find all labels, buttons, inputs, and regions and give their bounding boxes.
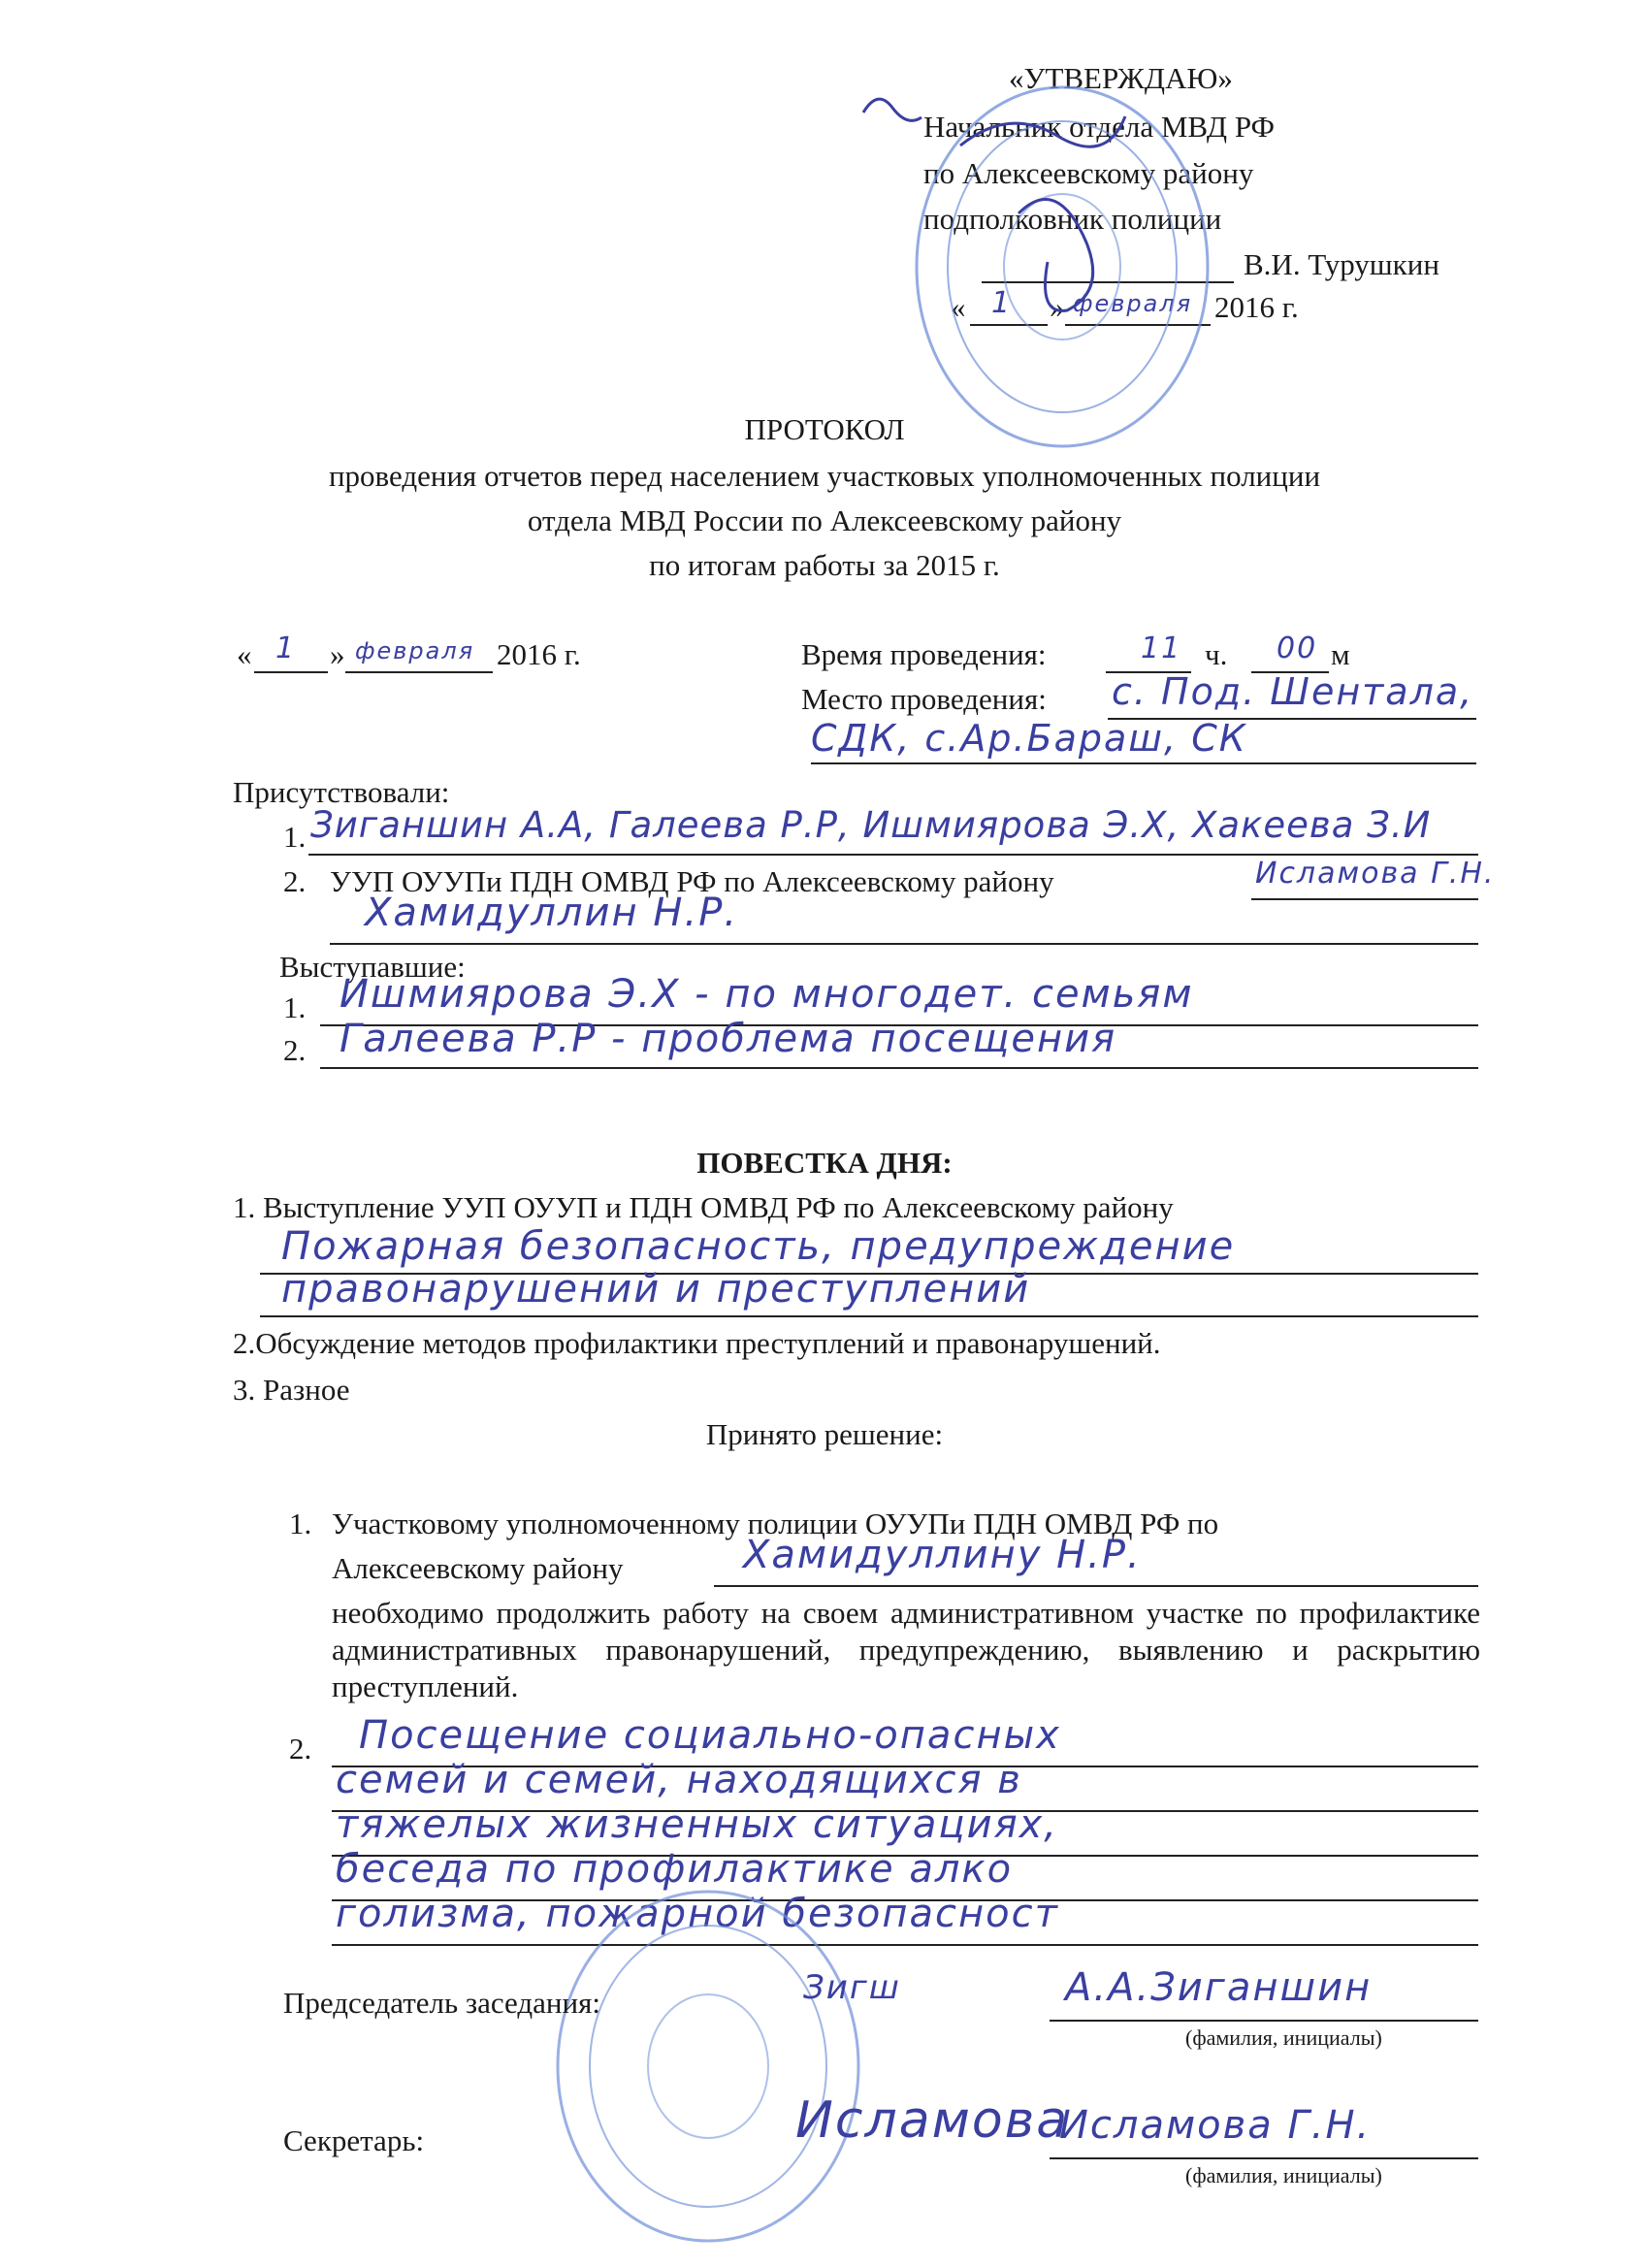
chair-name: А.А.Зиганшин bbox=[1065, 1965, 1373, 2010]
decision-item-2-num: 2. bbox=[289, 1732, 312, 1766]
protocol-title: ПРОТОКОЛ bbox=[744, 412, 905, 446]
attendee-1-num: 1. bbox=[283, 820, 307, 854]
approval-date-year: 2016 г. bbox=[1214, 290, 1299, 324]
place-hw-2: СДК, с.Ар.Бараш, СК bbox=[811, 717, 1247, 760]
meeting-date-month: февраля bbox=[355, 637, 475, 664]
approval-position-line3: подполковник полиции bbox=[923, 202, 1222, 236]
protocol-subtitle-1: проведения отчетов перед населением участковых уполномоченных полиции bbox=[328, 459, 1321, 493]
agenda-item-3: 3. Разное bbox=[233, 1373, 350, 1407]
attendee-2-line-b bbox=[330, 943, 1478, 945]
approval-date-mid: » bbox=[1050, 290, 1065, 324]
decision-item-2-hw-3: тяжелых жизненных ситуациях, bbox=[336, 1802, 1059, 1847]
agenda-item-1-hw-2: правонарушений и преступлений bbox=[281, 1267, 1031, 1312]
attendee-1-line bbox=[308, 854, 1478, 856]
approval-name: В.И. Турушкин bbox=[1244, 247, 1439, 281]
time-label: Время проведения: bbox=[801, 637, 1047, 671]
stamp-center-ring bbox=[648, 1994, 768, 2138]
secretary-signature: Исламова bbox=[795, 2091, 1070, 2150]
stamp-inner-ring bbox=[590, 1926, 826, 2207]
attendee-2-text: УУП ОУУПи ПДН ОМВД РФ по Алексеевскому району bbox=[330, 864, 1054, 898]
decision-item-2-hw-1: Посещение социально-опасных bbox=[359, 1713, 1061, 1758]
approval-margin-mark bbox=[854, 83, 931, 142]
agenda-item-1-line-b bbox=[260, 1315, 1478, 1317]
speaker-1-hw: Ишмиярова Э.Х - по многодет. семьям bbox=[340, 972, 1194, 1017]
time-minutes: 00 bbox=[1277, 632, 1318, 665]
stamp-outer-ring bbox=[558, 1892, 858, 2241]
stamp-outer-ring bbox=[917, 87, 1208, 446]
agenda-item-2: 2.Обсуждение методов профилактики преступлений и правонарушений. bbox=[233, 1326, 1161, 1360]
chair-label: Председатель заседания: bbox=[283, 1986, 600, 2020]
secretary-label: Секретарь: bbox=[283, 2123, 425, 2157]
agenda-item-1: 1. Выступление УУП ОУУП и ПДН ОМВД РФ по Алексеевскому району bbox=[233, 1190, 1174, 1224]
agenda-item-1-hw-1: Пожарная безопасность, предупреждение bbox=[281, 1224, 1236, 1269]
stamp-inner-ring bbox=[948, 121, 1177, 412]
decision-item-2-hw-2: семей и семей, находящихся в bbox=[336, 1758, 1022, 1802]
meeting-month-line bbox=[345, 671, 493, 673]
attendee-1-hw: Зиганшин А.А, Галеева Р.Р, Ишмиярова Э.Х, Хакеева З.И bbox=[310, 804, 1432, 846]
protocol-subtitle-2: отдела МВД России по Алексеевскому району bbox=[527, 503, 1122, 537]
time-m-label: м bbox=[1331, 637, 1350, 671]
secretary-name: Исламова Г.Н. bbox=[1059, 2103, 1372, 2148]
time-h-label: ч. bbox=[1205, 637, 1228, 671]
place-hw-1: с. Под. Шентала, bbox=[1112, 670, 1474, 713]
attendee-2-line-a bbox=[1251, 898, 1478, 900]
decision-item-1-name-line bbox=[714, 1585, 1478, 1587]
stamp-center-ring bbox=[1004, 194, 1120, 340]
chair-signature: Зигш bbox=[803, 1968, 901, 2007]
decision-item-1-hw: Хамидуллину Н.Р. bbox=[743, 1533, 1142, 1577]
approval-date-day: 1 bbox=[991, 286, 1013, 320]
protocol-subtitle-3: по итогам работы за 2015 г. bbox=[649, 548, 1000, 582]
approval-position-line1: Начальник отдела МВД РФ bbox=[923, 110, 1276, 144]
secretary-name-line bbox=[1050, 2157, 1478, 2159]
secretary-caption: (фамилия, инициалы) bbox=[1185, 2163, 1382, 2187]
approval-stamp bbox=[902, 68, 1222, 456]
attendee-2-hw-2: Хамидуллин Н.Р. bbox=[365, 891, 739, 935]
decision-item-2-line-5 bbox=[332, 1944, 1478, 1946]
approval-signature-loop bbox=[1018, 199, 1093, 310]
chair-name-line bbox=[1050, 2020, 1478, 2022]
place-label: Место проведения: bbox=[801, 682, 1047, 716]
meeting-date-open: « bbox=[237, 637, 252, 671]
decision-item-1-num: 1. bbox=[289, 1507, 312, 1540]
meeting-date-year: 2016 г. bbox=[497, 637, 581, 671]
attendee-2-hw-1: Исламова Г.Н. bbox=[1255, 857, 1496, 891]
approval-date-open: « bbox=[951, 290, 966, 324]
attendees-label: Присутствовали: bbox=[233, 775, 450, 809]
decision-item-1-line-2: Алексеевскому району bbox=[332, 1551, 624, 1585]
decision-item-2-hw-5: голизма, пожарной безопасност bbox=[336, 1892, 1059, 1936]
speaker-2-line bbox=[320, 1067, 1478, 1069]
decision-item-2-hw-4: беседа по профилактике алко bbox=[336, 1847, 1014, 1892]
meeting-date-mid: » bbox=[330, 637, 345, 671]
approval-signature-mark bbox=[960, 116, 1125, 146]
secretary-stamp bbox=[543, 1872, 873, 2260]
agenda-title: ПОВЕСТКА ДНЯ: bbox=[696, 1146, 953, 1180]
attendee-2-num: 2. bbox=[283, 864, 307, 898]
meeting-date-day: 1 bbox=[275, 632, 297, 665]
speaker-2-num: 2. bbox=[283, 1033, 307, 1067]
chair-caption: (фамилия, инициалы) bbox=[1185, 2025, 1382, 2050]
decision-item-1-rest: необходимо продолжить работу на своем административном участке по профилактике административных правонарушений, предупреждению, выявлению и раскрытию преступлений. bbox=[332, 1596, 1480, 1703]
time-hours: 11 bbox=[1141, 632, 1182, 665]
speaker-2-hw: Галеева Р.Р - проблема посещения bbox=[340, 1017, 1117, 1061]
speaker-1-num: 1. bbox=[283, 990, 307, 1024]
approval-date-month: февраля bbox=[1073, 290, 1193, 317]
approval-title: «УТВЕРЖДАЮ» bbox=[1009, 61, 1233, 95]
decision-title: Принято решение: bbox=[705, 1417, 944, 1451]
decision-item-1-line-1: Участковому уполномоченному полиции ОУУПи ПДН ОМВД РФ по bbox=[332, 1507, 1219, 1540]
approval-position-line2: по Алексеевскому району bbox=[923, 156, 1254, 190]
place-line-2 bbox=[811, 762, 1476, 764]
speakers-label: Выступавшие: bbox=[279, 950, 466, 984]
meeting-day-line bbox=[254, 671, 328, 673]
